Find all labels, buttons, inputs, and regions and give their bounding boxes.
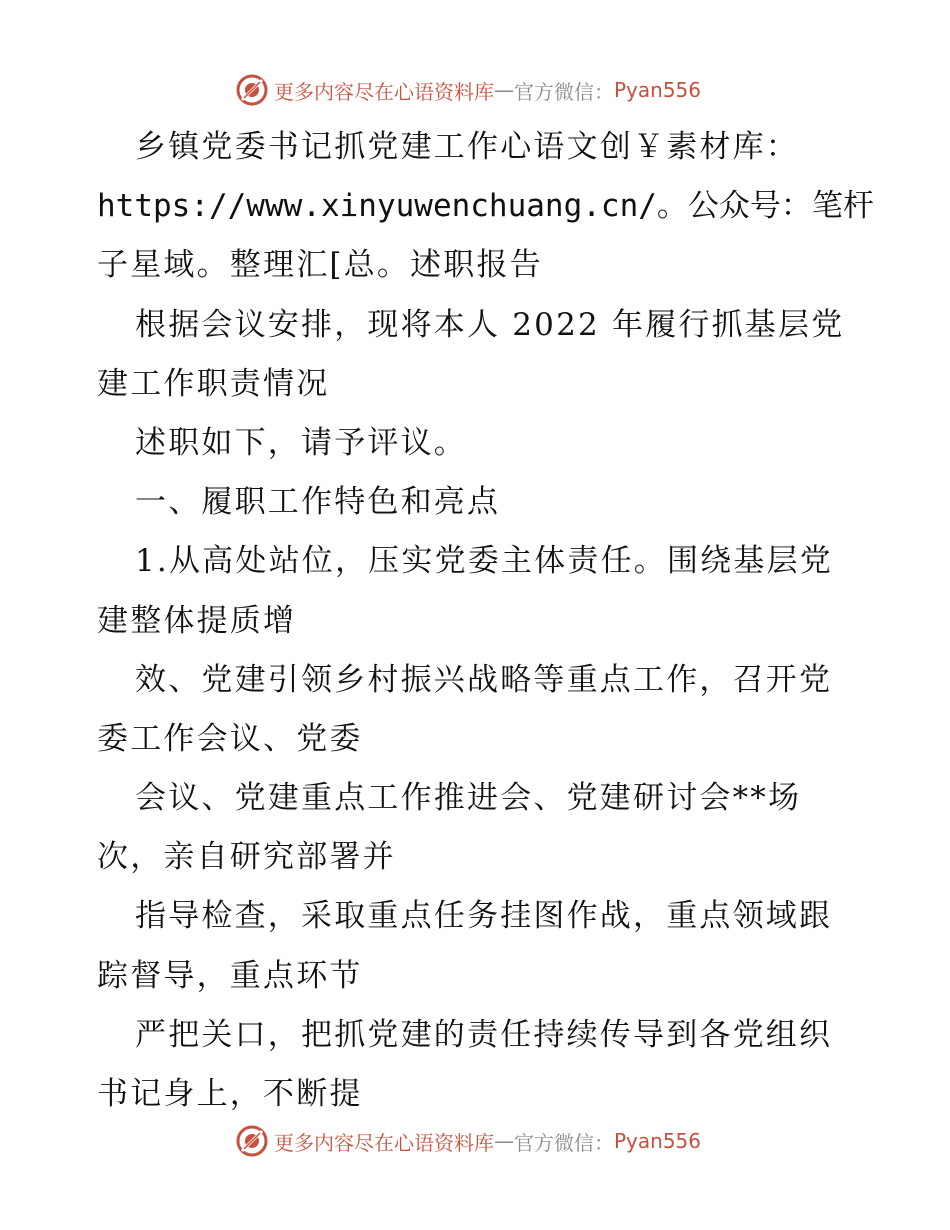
doc-line: 严把关口，把抓党建的责任持续传导到各党组织 [135, 1016, 833, 1053]
watermark-dash: — [494, 78, 514, 102]
doc-line: 1.从高处站位，压实党委主体责任。围绕基层党 [135, 543, 833, 580]
watermark-red-text: 更多内容尽在心语资料库 [274, 79, 494, 104]
doc-line: 述职如下，请予评议。 [135, 424, 467, 461]
watermark-handle: Pyan556 [614, 1129, 702, 1153]
footer-watermark [236, 1124, 701, 1158]
doc-line: 子星域。整理汇[总。述职报告 [97, 247, 543, 284]
doc-line: 根据会议安排，现将本人 2022 年履行抓基层党 [135, 306, 845, 343]
watermark-logo-icon [236, 74, 268, 106]
watermark-red-text: 更多内容尽在心语资料库 [274, 1130, 494, 1155]
doc-line: 指导检查，采取重点任务挂图作战，重点领域跟 [135, 898, 833, 935]
doc-line: 书记身上，不断提 [97, 1076, 363, 1112]
watermark-logo-icon [236, 1125, 268, 1157]
doc-line: 效、党建引领乡村振兴战略等重点工作，召开党 [135, 661, 833, 698]
watermark-grey-text: 官方微信： [514, 79, 614, 104]
header-watermark [236, 73, 701, 107]
watermark-dash: — [494, 1129, 514, 1153]
doc-line: 建整体提质增 [97, 602, 297, 639]
doc-line: 会议、党建重点工作推进会、党建研讨会**场 [135, 780, 802, 817]
doc-line: https://www.xinyuwenchuang.cn/。公众号：笔杆 [97, 188, 874, 225]
section-heading: 一、履职工作特色和亮点 [135, 484, 501, 521]
watermark-handle: Pyan556 [614, 78, 702, 102]
doc-line: 建工作职责情况 [97, 365, 330, 402]
document-body [97, 118, 874, 1124]
doc-line: 乡镇党委书记抓党建工作心语文创￥素材库： [135, 129, 799, 165]
doc-line: 委工作会议、党委 [97, 720, 363, 757]
doc-line: 踪督导，重点环节 [97, 957, 363, 994]
doc-line: 次，亲自研究部署并 [97, 839, 396, 876]
watermark-grey-text: 官方微信： [514, 1130, 614, 1155]
